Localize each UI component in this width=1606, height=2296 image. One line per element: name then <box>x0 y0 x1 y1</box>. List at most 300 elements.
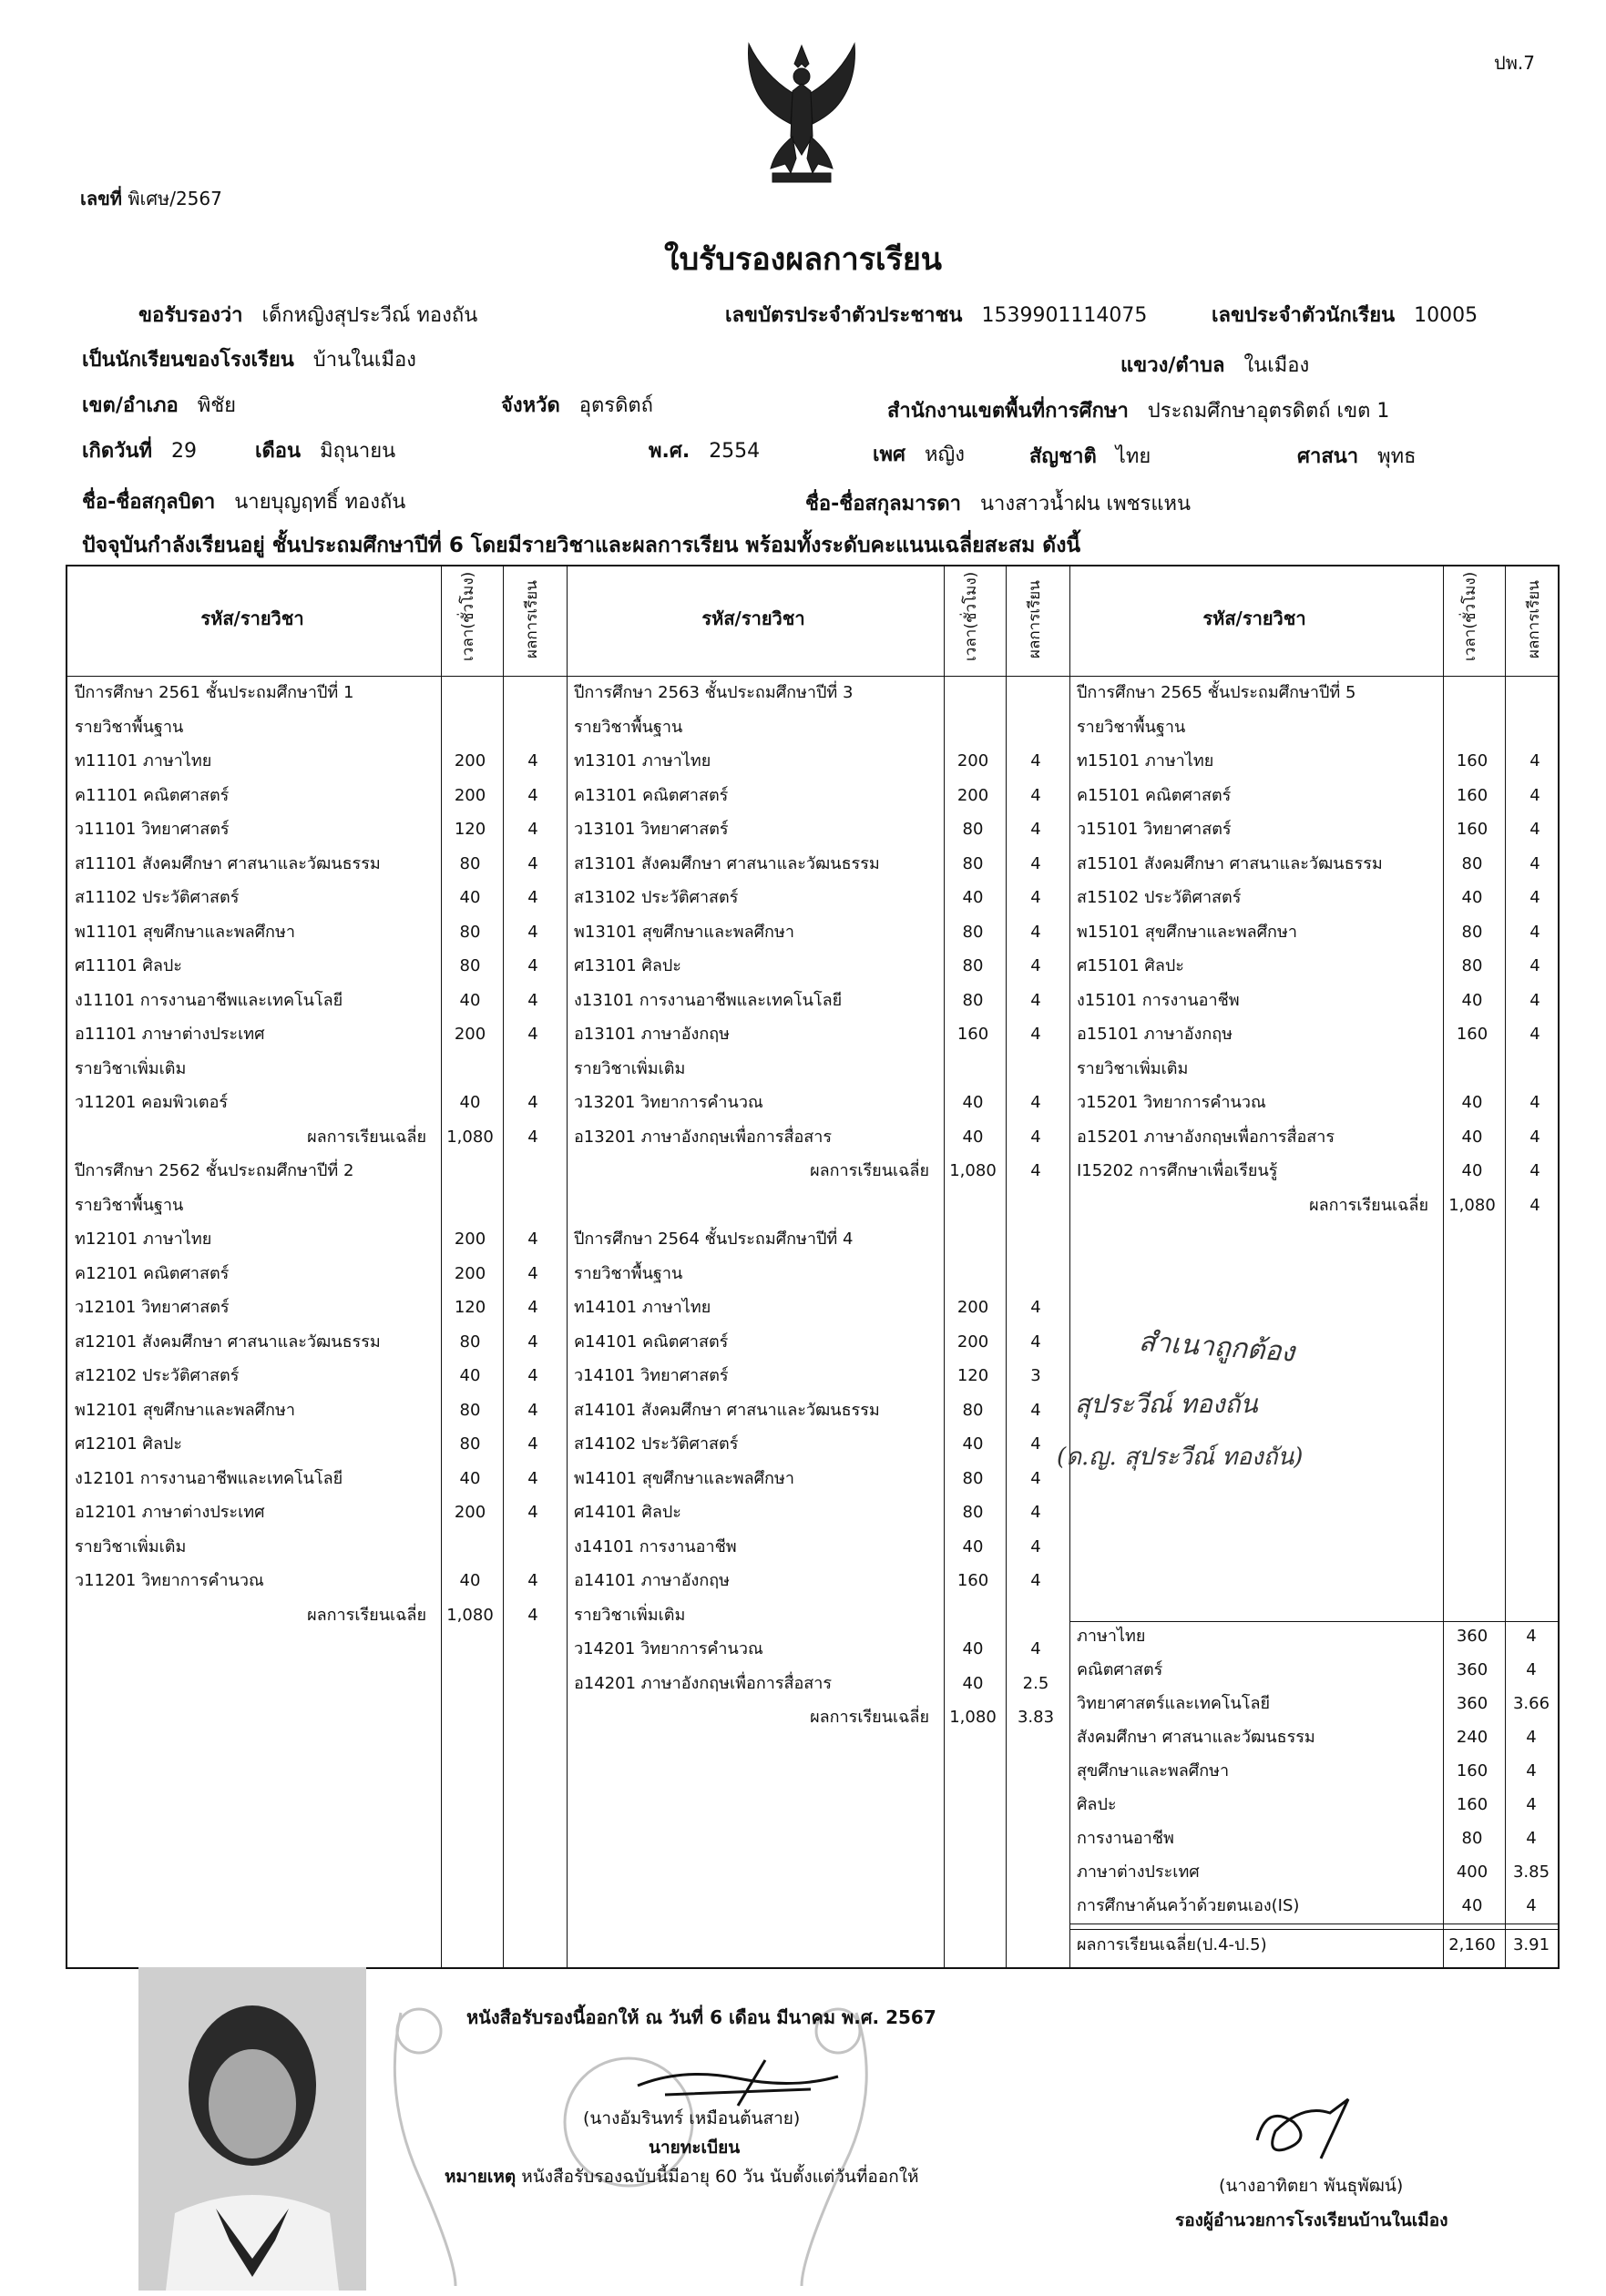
summary-hours: 360 <box>1456 1694 1488 1713</box>
district-line <box>82 393 236 419</box>
subject-cell: ค14101 คณิตศาสตร์ <box>574 1332 729 1352</box>
hours-cell: 40 <box>1461 888 1483 907</box>
subject-cell: ว14101 วิทยาศาสตร์ <box>574 1366 729 1385</box>
birth-day-label: เกิดวันที่ <box>82 440 153 463</box>
summary-hours: 400 <box>1456 1862 1488 1882</box>
hours-cell: 40 <box>459 1571 481 1590</box>
summary-label: ผลการเรียนเฉลี่ย <box>810 1161 929 1180</box>
subject-cell: อ14101 ภาษาอังกฤษ <box>574 1571 730 1590</box>
total-label: ผลการเรียนเฉลี่ย(ป.4-ป.5) <box>1077 1935 1267 1954</box>
handwritten-line-3: (ด.ญ. สุประวีณ์ ทองถัน) <box>1057 1444 1304 1471</box>
subject-cell: รายวิชาเพิ่มเติม <box>574 1605 686 1625</box>
subject-cell: ส13102 ประวัติศาสตร์ <box>574 888 739 907</box>
summary-label: ผลการเรียนเฉลี่ย <box>307 1127 426 1147</box>
grade-cell: 4 <box>1030 1639 1041 1658</box>
grade-cell: 4 <box>1030 1400 1041 1420</box>
grade-cell: 4 <box>1030 1434 1041 1454</box>
birth-year-label: พ.ศ. <box>649 440 690 463</box>
subject-cell: ง13101 การงานอาชีพและเทคโนโลยี <box>574 990 843 1010</box>
subject-cell: ท11101 ภาษาไทย <box>75 751 212 770</box>
subdistrict-line <box>1120 353 1309 379</box>
hours-cell: 120 <box>454 1298 486 1317</box>
hours-cell: 40 <box>1461 990 1483 1010</box>
subdistrict-label: แขวง/ตำบล <box>1120 354 1225 377</box>
status-line: ปัจจุบันกำลังเรียนอยู่ ชั้นประถมศึกษาปีที่ 6 โดยมีรายวิชาและผลการเรียน พร้อมทั้งระดับคะแนนเฉลี่ยสะสม ดังนี้ <box>82 534 1081 557</box>
subject-cell: ท12101 ภาษาไทย <box>75 1230 212 1249</box>
grade-cell: 4 <box>527 956 538 975</box>
doc-no-value: พิเศษ/2567 <box>128 188 222 209</box>
summary-grade: 3.85 <box>1512 1862 1550 1882</box>
hours-cell: 200 <box>454 1230 486 1249</box>
hours-column-header: เวลา(ชั่วโมง) <box>962 571 980 661</box>
subject-cell: ท15101 ภาษาไทย <box>1077 751 1214 770</box>
subject-cell: พ13101 สุขศึกษาและพลศึกษา <box>574 922 794 942</box>
birth-month-line <box>255 439 395 464</box>
summary-subject: การศึกษาค้นคว้าด้วยตนเอง(IS) <box>1077 1896 1300 1915</box>
mother-line <box>805 492 1191 517</box>
subject-cell: ว11201 วิทยาการคำนวณ <box>75 1571 264 1590</box>
summary-subject: วิทยาศาสตร์และเทคโนโลยี <box>1077 1694 1271 1713</box>
summary-grade: 4 <box>1526 1761 1537 1781</box>
hours-cell: 40 <box>459 1366 481 1385</box>
subject-cell: ว12101 วิทยาศาสตร์ <box>75 1298 230 1317</box>
note-label: หมายเหตุ <box>445 2167 517 2187</box>
deputy-title: รองผู้อำนวยการโรงเรียนบ้านในเมือง <box>1175 2210 1448 2230</box>
district-label: เขต/อำเภอ <box>82 394 179 417</box>
hours-cell: 80 <box>459 956 481 975</box>
grade-cell: 4 <box>527 1332 538 1352</box>
subject-cell: ปีการศึกษา 2561 ชั้นประถมศึกษาปีที่ 1 <box>75 683 354 702</box>
subject-cell: รายวิชาพื้นฐาน <box>1077 717 1186 737</box>
grade-cell: 4 <box>1030 1127 1041 1147</box>
subject-cell: รายวิชาเพิ่มเติม <box>75 1058 187 1078</box>
summary-subject: ภาษาต่างประเทศ <box>1077 1862 1200 1882</box>
hours-cell: 120 <box>956 1366 989 1385</box>
religion-line <box>1297 444 1417 470</box>
grade-cell: 4 <box>1529 990 1540 1010</box>
subject-cell: อ11101 ภาษาต่างประเทศ <box>75 1025 265 1044</box>
hours-cell: 1,080 <box>949 1161 997 1180</box>
subject-cell: I15202 การศึกษาเพื่อเรียนรู้ <box>1077 1161 1278 1180</box>
subject-cell: ส14102 ประวัติศาสตร์ <box>574 1434 739 1454</box>
page-title: ใบรับรองผลการเรียน <box>663 241 943 278</box>
father-value: นายบุญฤทธิ์ ทองถัน <box>234 491 406 514</box>
subject-cell: อ13201 ภาษาอังกฤษเพื่อการสื่อสาร <box>574 1127 833 1147</box>
province-line <box>501 393 653 419</box>
grade-cell: 4 <box>1030 956 1041 975</box>
grade-cell: 4 <box>527 1298 538 1317</box>
grade-cell: 3.83 <box>1017 1708 1055 1727</box>
grade-cell: 4 <box>527 1400 538 1420</box>
grade-cell: 4 <box>1529 1025 1540 1044</box>
subject-cell: ว15101 วิทยาศาสตร์ <box>1077 820 1232 839</box>
subject-cell: รายวิชาเพิ่มเติม <box>574 1058 686 1078</box>
subdistrict-value: ในเมือง <box>1243 354 1310 377</box>
birth-day-line <box>82 439 197 464</box>
subject-cell: ส12101 สังคมศึกษา ศาสนาและวัฒนธรรม <box>75 1332 381 1352</box>
subject-cell: ศ12101 ศิลปะ <box>75 1434 182 1454</box>
summary-grade: 4 <box>1526 1829 1537 1848</box>
grade-column-header: ผลการเรียน <box>523 580 541 658</box>
grade-cell: 4 <box>1030 1332 1041 1352</box>
summary-label: ผลการเรียนเฉลี่ย <box>810 1708 929 1727</box>
subject-column-header: รหัส/รายวิชา <box>701 607 805 629</box>
hours-cell: 1,080 <box>1448 1195 1496 1215</box>
hours-cell: 80 <box>1461 922 1483 942</box>
school-line <box>82 348 416 373</box>
handwritten-line-1: สำเนาถูกต้อง <box>1138 1325 1296 1369</box>
grade-cell: 4 <box>527 1605 538 1625</box>
grade-cell: 4 <box>1030 922 1041 942</box>
subject-cell: ปีการศึกษา 2564 ชั้นประถมศึกษาปีที่ 4 <box>574 1230 854 1249</box>
subject-cell: ค11101 คณิตศาสตร์ <box>75 785 230 805</box>
grade-cell: 4 <box>1030 1161 1041 1180</box>
subject-cell: ส15101 สังคมศึกษา ศาสนาและวัฒนธรรม <box>1077 853 1383 873</box>
grade-cell: 4 <box>1030 820 1041 839</box>
mother-label: ชื่อ-ชื่อสกุลมารดา <box>805 493 961 515</box>
subject-cell: ศ11101 ศิลปะ <box>75 956 182 975</box>
subject-cell: ค12101 คณิตศาสตร์ <box>75 1263 230 1283</box>
deputy-name: (นางอาทิตยา พันธุพัฒน์) <box>1219 2176 1404 2196</box>
summary-hours: 240 <box>1456 1728 1488 1747</box>
hours-cell: 200 <box>454 785 486 805</box>
grade-cell: 4 <box>1529 785 1540 805</box>
subject-cell: พ11101 สุขศึกษาและพลศึกษา <box>75 922 295 942</box>
grade-cell: 3 <box>1030 1366 1041 1385</box>
subject-cell: ส13101 สังคมศึกษา ศาสนาและวัฒนธรรม <box>574 853 880 873</box>
school-value: บ้านในเมือง <box>312 349 416 372</box>
hours-cell: 200 <box>956 785 989 805</box>
hours-cell: 40 <box>1461 1127 1483 1147</box>
grade-cell: 4 <box>527 1468 538 1488</box>
total-grade: 3.91 <box>1512 1935 1550 1954</box>
subject-cell: ศ15101 ศิลปะ <box>1077 956 1184 975</box>
grade-cell: 4 <box>527 1127 538 1147</box>
doc-no-label: เลขที่ <box>80 188 122 209</box>
student-photo-icon <box>138 1967 366 2291</box>
deputy-signature-icon <box>1248 2095 1366 2168</box>
summary-hours: 40 <box>1461 1896 1483 1915</box>
hours-cell: 40 <box>459 1093 481 1112</box>
grade-cell: 4 <box>527 1093 538 1112</box>
grade-cell: 4 <box>1030 1093 1041 1112</box>
grade-cell: 4 <box>1529 888 1540 907</box>
grade-cell: 4 <box>1529 820 1540 839</box>
summary-grade: 4 <box>1526 1627 1537 1646</box>
hours-cell: 160 <box>1456 820 1488 839</box>
district-value: พิชัย <box>197 394 237 417</box>
subject-cell: ปีการศึกษา 2562 ชั้นประถมศึกษาปีที่ 2 <box>75 1161 354 1180</box>
summary-grade: 4 <box>1526 1795 1537 1814</box>
grade-cell: 4 <box>527 785 538 805</box>
grade-cell: 4 <box>527 820 538 839</box>
birth-day-value: 29 <box>171 440 198 463</box>
grade-cell: 4 <box>1030 751 1041 770</box>
hours-cell: 80 <box>962 990 984 1010</box>
student-photo <box>138 1967 366 2291</box>
hours-cell: 80 <box>459 1332 481 1352</box>
subject-cell: ง15101 การงานอาชีพ <box>1077 990 1240 1010</box>
grade-cell: 4 <box>1529 922 1540 942</box>
subject-cell: ศ14101 ศิลปะ <box>574 1503 681 1522</box>
form-code: ปพ.7 <box>1494 52 1535 74</box>
subject-cell: ว13201 วิทยาการคำนวณ <box>574 1093 763 1112</box>
hours-cell: 80 <box>962 853 984 873</box>
hours-cell: 80 <box>962 956 984 975</box>
hours-cell: 200 <box>956 1332 989 1352</box>
subject-cell: ค13101 คณิตศาสตร์ <box>574 785 729 805</box>
subject-cell: ส11102 ประวัติศาสตร์ <box>75 888 240 907</box>
subject-cell: ว11101 วิทยาศาสตร์ <box>75 820 230 839</box>
school-label: เป็นนักเรียนของโรงเรียน <box>82 349 294 372</box>
total-hours: 2,160 <box>1448 1935 1496 1954</box>
hours-cell: 200 <box>956 751 989 770</box>
summary-hours: 360 <box>1456 1627 1488 1646</box>
birth-month-label: เดือน <box>255 440 302 463</box>
registrar-title: นายทะเบียน <box>649 2138 741 2158</box>
subject-cell: ท14101 ภาษาไทย <box>574 1298 711 1317</box>
religion-label: ศาสนา <box>1297 445 1359 468</box>
grade-cell: 4 <box>1529 1161 1540 1180</box>
hours-cell: 80 <box>962 1503 984 1522</box>
hours-cell: 40 <box>459 990 481 1010</box>
hours-cell: 40 <box>459 888 481 907</box>
subject-cell: ส12102 ประวัติศาสตร์ <box>75 1366 240 1385</box>
grade-cell: 4 <box>527 1571 538 1590</box>
hours-cell: 40 <box>1461 1161 1483 1180</box>
grade-cell: 4 <box>1529 1127 1540 1147</box>
hours-cell: 80 <box>962 1468 984 1488</box>
summary-label: ผลการเรียนเฉลี่ย <box>1309 1195 1428 1215</box>
subject-cell: ศ13101 ศิลปะ <box>574 956 681 975</box>
summary-subject: การงานอาชีพ <box>1077 1829 1174 1848</box>
grade-column-header: ผลการเรียน <box>1026 580 1044 658</box>
student-name-line <box>138 303 477 329</box>
handwritten-line-2: สุประวีณ์ ทองถัน <box>1075 1389 1258 1419</box>
hours-cell: 80 <box>962 820 984 839</box>
subject-cell: อ12101 ภาษาต่างประเทศ <box>75 1503 265 1522</box>
hours-cell: 200 <box>956 1298 989 1317</box>
hours-cell: 80 <box>459 1400 481 1420</box>
note-text: หนังสือรับรองฉบับนี้มีอายุ 60 วัน นับตั้งแต่วันที่ออกให้ <box>521 2167 919 2187</box>
subject-cell: พ12101 สุขศึกษาและพลศึกษา <box>75 1400 295 1420</box>
hours-cell: 80 <box>1461 853 1483 873</box>
mother-value: นางสาวน้ำฝน เพชรแหน <box>979 493 1192 515</box>
subject-cell: ท13101 ภาษาไทย <box>574 751 711 770</box>
province-label: จังหวัด <box>501 394 560 417</box>
grade-cell: 4 <box>527 888 538 907</box>
student-id-label: เลขประจำตัวนักเรียน <box>1212 304 1396 327</box>
grade-column-header: ผลการเรียน <box>1525 580 1543 658</box>
subject-cell: รายวิชาพื้นฐาน <box>574 1263 683 1283</box>
subject-cell: ว13101 วิทยาศาสตร์ <box>574 820 729 839</box>
sex-line <box>873 443 965 468</box>
summary-subject: คณิตศาสตร์ <box>1077 1660 1163 1679</box>
grade-cell: 4 <box>1529 853 1540 873</box>
hours-cell: 160 <box>1456 751 1488 770</box>
id-card-line <box>725 303 1147 329</box>
grade-cell: 4 <box>527 1503 538 1522</box>
hours-cell: 160 <box>1456 785 1488 805</box>
subject-cell: พ15101 สุขศึกษาและพลศึกษา <box>1077 922 1297 942</box>
grade-cell: 4 <box>1030 888 1041 907</box>
hours-cell: 80 <box>962 1400 984 1420</box>
area-office-line <box>887 399 1389 424</box>
grade-cell: 4 <box>1030 1298 1041 1317</box>
summary-hours: 360 <box>1456 1660 1488 1679</box>
subject-cell: รายวิชาเพิ่มเติม <box>75 1536 187 1556</box>
subject-cell: ค15101 คณิตศาสตร์ <box>1077 785 1232 805</box>
grade-cell: 4 <box>1030 1025 1041 1044</box>
subject-cell: ง14101 การงานอาชีพ <box>574 1536 737 1556</box>
subject-cell: พ14101 สุขศึกษาและพลศึกษา <box>574 1468 794 1488</box>
issued-date: หนังสือรับรองนี้ออกให้ ณ วันที่ 6 เดือน มีนาคม พ.ศ. 2567 <box>466 2006 936 2028</box>
grade-cell: 4 <box>1030 853 1041 873</box>
hours-cell: 1,080 <box>446 1605 494 1625</box>
grade-cell: 4 <box>1529 956 1540 975</box>
grade-cell: 4 <box>1030 1468 1041 1488</box>
subject-cell: อ13101 ภาษาอังกฤษ <box>574 1025 730 1044</box>
registrar-signature-icon <box>629 2049 847 2113</box>
grade-cell: 4 <box>1030 1571 1041 1590</box>
subject-cell: ปีการศึกษา 2565 ชั้นประถมศึกษาปีที่ 5 <box>1077 683 1356 702</box>
subject-cell: ว11201 คอมพิวเตอร์ <box>75 1093 229 1112</box>
hours-cell: 80 <box>459 853 481 873</box>
subject-cell: ส14101 สังคมศึกษา ศาสนาและวัฒนธรรม <box>574 1400 880 1420</box>
footer-note <box>445 2166 919 2188</box>
hours-cell: 40 <box>962 1536 984 1556</box>
summary-grade: 4 <box>1526 1660 1537 1679</box>
student-name: เด็กหญิงสุประวีณ์ ทองถัน <box>261 304 478 327</box>
subject-column-header: รหัส/รายวิชา <box>200 607 304 629</box>
hours-cell: 40 <box>962 1093 984 1112</box>
grade-cell: 4 <box>527 922 538 942</box>
grade-cell: 4 <box>1529 1093 1540 1112</box>
summary-subject: ภาษาไทย <box>1077 1627 1146 1646</box>
hours-cell: 200 <box>454 751 486 770</box>
subject-cell: ง11101 การงานอาชีพและเทคโนโลยี <box>75 990 343 1010</box>
hours-cell: 40 <box>962 1639 984 1658</box>
hours-cell: 1,080 <box>446 1127 494 1147</box>
hours-column-header: เวลา(ชั่วโมง) <box>1461 571 1479 661</box>
grade-cell: 4 <box>1030 1536 1041 1556</box>
hours-cell: 200 <box>454 1263 486 1283</box>
hours-cell: 1,080 <box>949 1708 997 1727</box>
grade-cell: 4 <box>1030 785 1041 805</box>
area-office-label: สำนักงานเขตพื้นที่การศึกษา <box>887 400 1129 423</box>
grade-cell: 4 <box>527 853 538 873</box>
nationality-label: สัญชาติ <box>1029 445 1097 468</box>
summary-subject: สังคมศึกษา ศาสนาและวัฒนธรรม <box>1077 1728 1315 1747</box>
grade-cell: 4 <box>1030 990 1041 1010</box>
hours-cell: 80 <box>459 1434 481 1454</box>
garuda-emblem-icon <box>738 36 865 196</box>
hours-cell: 160 <box>956 1571 989 1590</box>
area-office-value: ประถมศึกษาอุตรดิตถ์ เขต 1 <box>1147 400 1390 423</box>
summary-hours: 160 <box>1456 1795 1488 1814</box>
subject-cell: ว14201 วิทยาการคำนวณ <box>574 1639 763 1658</box>
summary-hours: 160 <box>1456 1761 1488 1781</box>
summary-grade: 4 <box>1526 1896 1537 1915</box>
subject-cell: รายวิชาพื้นฐาน <box>75 1195 184 1215</box>
nationality-line <box>1029 444 1151 470</box>
grade-cell: 4 <box>527 990 538 1010</box>
summary-grade: 3.66 <box>1512 1694 1550 1713</box>
hours-cell: 40 <box>459 1468 481 1488</box>
sex-value: หญิง <box>925 444 965 466</box>
subject-column-header: รหัส/รายวิชา <box>1202 607 1306 629</box>
summary-grade: 4 <box>1526 1728 1537 1747</box>
hours-cell: 40 <box>962 1673 984 1693</box>
grade-cell: 4 <box>527 1263 538 1283</box>
hours-cell: 80 <box>962 922 984 942</box>
id-card-label: เลขบัตรประจำตัวประชาชน <box>725 304 963 327</box>
summary-label: ผลการเรียนเฉลี่ย <box>307 1605 426 1625</box>
hours-cell: 160 <box>1456 1025 1488 1044</box>
birth-year-line <box>649 439 760 464</box>
grade-cell: 2.5 <box>1022 1673 1049 1693</box>
grade-cell: 4 <box>527 1230 538 1249</box>
registrar-name: (นางอัมรินทร์ เหมือนต้นสาย) <box>583 2108 801 2128</box>
grades-table <box>66 565 1560 1969</box>
handwritten-certified-copy <box>1057 1325 1304 1475</box>
grade-cell: 4 <box>1030 1503 1041 1522</box>
summary-hours: 80 <box>1461 1829 1483 1848</box>
religion-value: พุทธ <box>1377 445 1417 468</box>
nationality-value: ไทย <box>1115 445 1151 468</box>
subject-cell: ง12101 การงานอาชีพและเทคโนโลยี <box>75 1468 343 1488</box>
hours-cell: 200 <box>454 1503 486 1522</box>
grade-cell: 4 <box>527 1434 538 1454</box>
subject-cell: อ14201 ภาษาอังกฤษเพื่อการสื่อสาร <box>574 1673 833 1693</box>
summary-subject: สุขศึกษาและพลศึกษา <box>1077 1761 1230 1781</box>
birth-month-value: มิถุนายน <box>320 440 396 463</box>
subject-cell: อ15101 ภาษาอังกฤษ <box>1077 1025 1233 1044</box>
certify-label: ขอรับรองว่า <box>138 304 243 327</box>
father-label: ชื่อ-ชื่อสกุลบิดา <box>82 491 216 514</box>
hours-cell: 120 <box>454 820 486 839</box>
subject-cell: ปีการศึกษา 2563 ชั้นประถมศึกษาปีที่ 3 <box>574 683 854 702</box>
subject-cell: ส15102 ประวัติศาสตร์ <box>1077 888 1242 907</box>
student-id-value: 10005 <box>1414 304 1478 327</box>
grade-cell: 4 <box>527 751 538 770</box>
province-value: อุตรดิตถ์ <box>578 394 653 417</box>
hours-cell: 40 <box>962 888 984 907</box>
subject-cell: อ15201 ภาษาอังกฤษเพื่อการสื่อสาร <box>1077 1127 1335 1147</box>
grade-cell: 4 <box>1529 1195 1540 1215</box>
hours-cell: 40 <box>962 1127 984 1147</box>
hours-cell: 80 <box>1461 956 1483 975</box>
hours-column-header: เวลา(ชั่วโมง) <box>459 571 477 661</box>
grade-cell: 4 <box>527 1025 538 1044</box>
grade-cell: 4 <box>1529 751 1540 770</box>
hours-cell: 80 <box>459 922 481 942</box>
birth-year-value: 2554 <box>709 440 761 463</box>
subject-cell: ส11101 สังคมศึกษา ศาสนาและวัฒนธรรม <box>75 853 381 873</box>
subject-cell: รายวิชาเพิ่มเติม <box>1077 1058 1189 1078</box>
hours-cell: 40 <box>1461 1093 1483 1112</box>
id-card-value: 1539901114075 <box>981 304 1148 327</box>
hours-cell: 40 <box>962 1434 984 1454</box>
document-number <box>80 187 222 210</box>
hours-cell: 200 <box>454 1025 486 1044</box>
hours-cell: 160 <box>956 1025 989 1044</box>
subject-cell: รายวิชาพื้นฐาน <box>75 717 184 737</box>
father-line <box>82 490 405 515</box>
summary-subject: ศิลปะ <box>1077 1795 1117 1814</box>
subject-cell: ว15201 วิทยาการคำนวณ <box>1077 1093 1266 1112</box>
subject-cell: รายวิชาพื้นฐาน <box>574 717 683 737</box>
